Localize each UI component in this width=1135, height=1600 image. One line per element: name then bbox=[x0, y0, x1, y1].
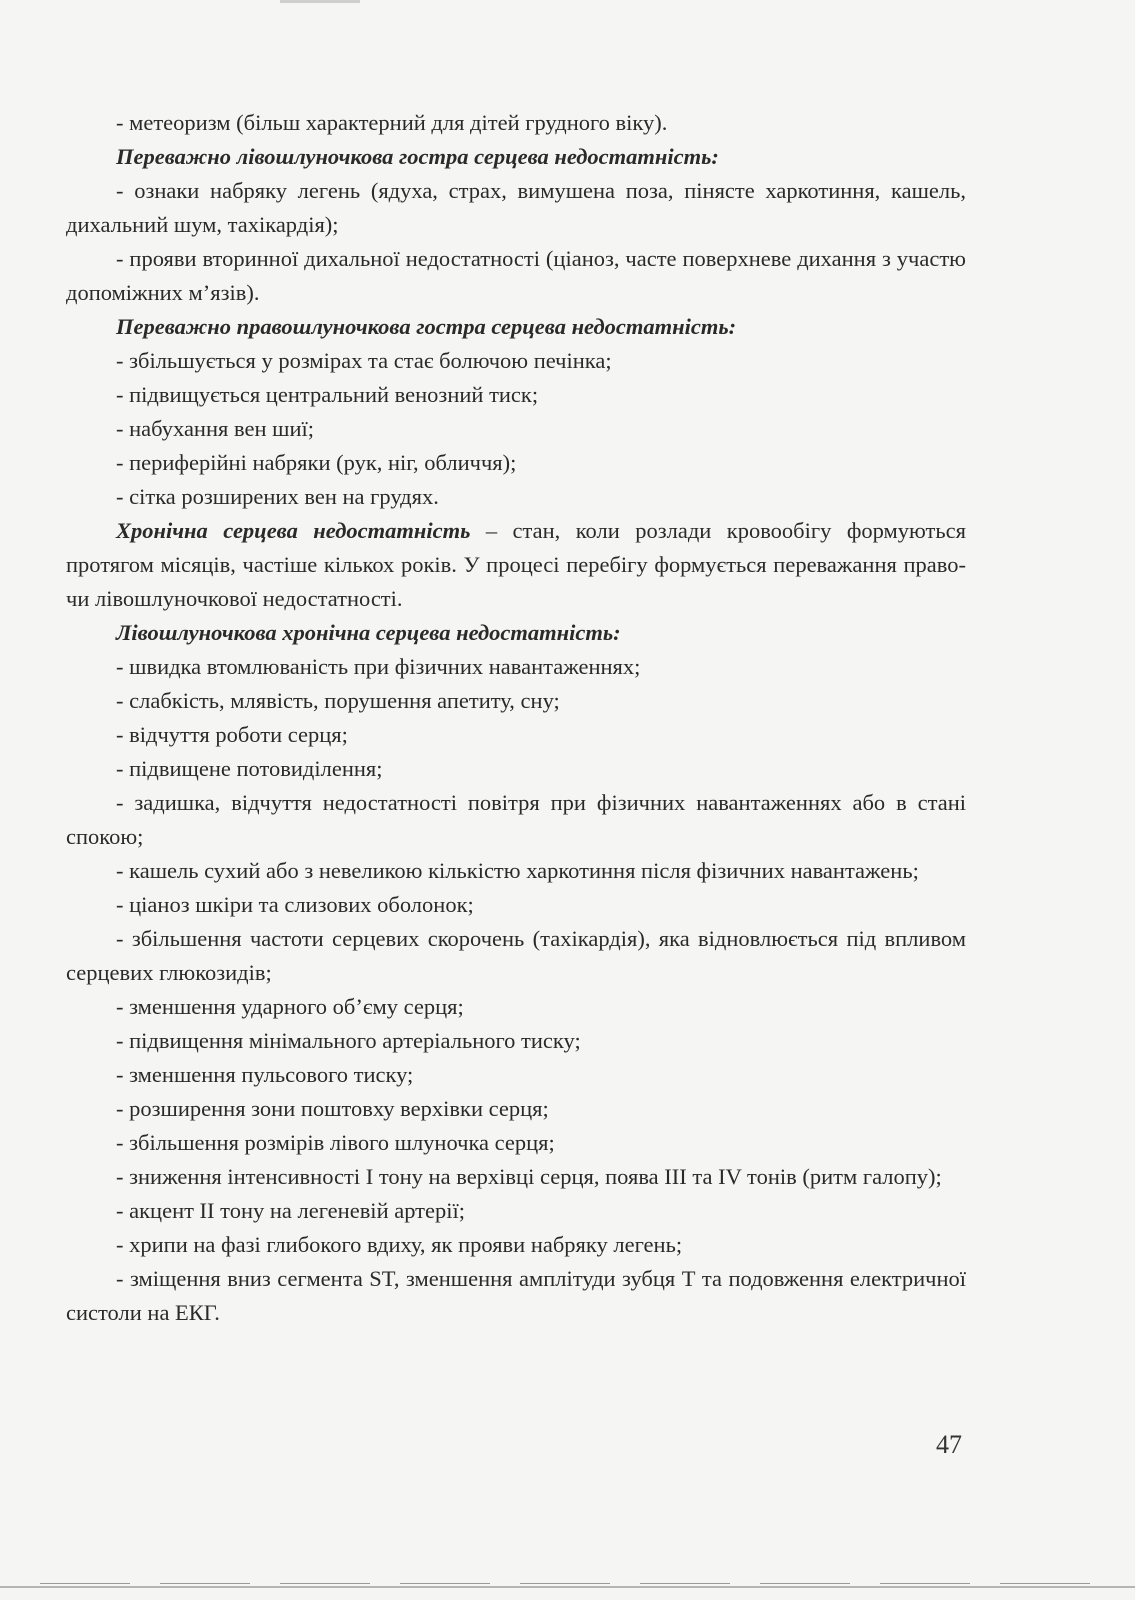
list-item: - кашель сухий або з невеликою кількістю харкотиння після фізичних навантажень; bbox=[116, 858, 919, 883]
list-item: - хрипи на фазі глибокого вдиху, як прояви набряку легень; bbox=[116, 1232, 683, 1257]
list-item: - відчуття роботи серця; bbox=[116, 722, 348, 747]
list-item: - зменшення ударного об’єму серця; bbox=[116, 994, 464, 1019]
list-item: - метеоризм (більш характерний для дітей грудного віку). bbox=[116, 110, 668, 135]
section-heading: Переважно правошлуночкова гостра серцева недостатність: bbox=[116, 314, 737, 339]
defined-term: Хронічна серцева недостатність bbox=[116, 518, 471, 543]
list-item: - підвищується центральний венозний тиск; bbox=[116, 382, 539, 407]
scan-edge-bottom bbox=[0, 1586, 1135, 1588]
scan-edge-top bbox=[280, 0, 360, 3]
list-item: - розширення зони поштовху верхівки серця; bbox=[116, 1096, 549, 1121]
list-item: - прояви вторинної дихальної недостатності (ціаноз, часте поверхневе дихання з участю допоміжних м’язів). bbox=[66, 246, 966, 305]
list-item: - збільшення розмірів лівого шлуночка серця; bbox=[116, 1130, 555, 1155]
list-item: - зниження інтенсивності І тону на верхівці серця, поява ІІІ та IV тонів (ритм галопу); bbox=[116, 1164, 942, 1189]
list-item: - підвищення мінімального артеріального тиску; bbox=[116, 1028, 581, 1053]
page-body bbox=[66, 106, 966, 1330]
list-item: - задишка, відчуття недостатності повітря при фізичних навантаженнях або в стані спокою; bbox=[66, 790, 966, 849]
list-item: - набухання вен шиї; bbox=[116, 416, 314, 441]
list-item: - швидка втомлюваність при фізичних навантаженнях; bbox=[116, 654, 641, 679]
list-item: - ознаки набряку легень (ядуха, страх, вимушена поза, пінясте харкотиння, кашель, дихальний шум, тахікардія); bbox=[66, 178, 966, 237]
list-item: - підвищене потовиділення; bbox=[116, 756, 383, 781]
definition-paragraph bbox=[66, 514, 966, 616]
page-number: 47 bbox=[936, 1430, 962, 1459]
list-item: - збільшення частоти серцевих скорочень (тахікардія), яка відновлюється під впливом серцевих глюкозидів; bbox=[66, 926, 966, 985]
section-heading: Переважно лівошлуночкова гостра серцева недостатність: bbox=[116, 144, 719, 169]
scan-edge-bottom-dash bbox=[40, 1583, 1100, 1584]
list-item: - акцент ІІ тону на легеневій артерії; bbox=[116, 1198, 465, 1223]
section-heading: Лівошлуночкова хронічна серцева недостатність: bbox=[116, 620, 621, 645]
list-item: - зменшення пульсового тиску; bbox=[116, 1062, 414, 1087]
list-item: - сітка розширених вен на грудях. bbox=[116, 484, 439, 509]
list-item: - збільшується у розмірах та стає болючою печінка; bbox=[116, 348, 612, 373]
list-item: - зміщення вниз сегмента ST, зменшення амплітуди зубця Т та подовження електричної систоли на ЕКГ. bbox=[66, 1266, 966, 1325]
list-item: - ціаноз шкіри та слизових оболонок; bbox=[116, 892, 474, 917]
list-item: - слабкість, млявість, порушення апетиту, сну; bbox=[116, 688, 560, 713]
definition-text: – стан, коли розлади кровообігу формуються протягом місяців, частіше кількох років. У процесі перебігу формується переважання право- чи лівошлуночкової недостатності. bbox=[66, 518, 966, 611]
list-item: - периферійні набряки (рук, ніг, обличчя); bbox=[116, 450, 517, 475]
